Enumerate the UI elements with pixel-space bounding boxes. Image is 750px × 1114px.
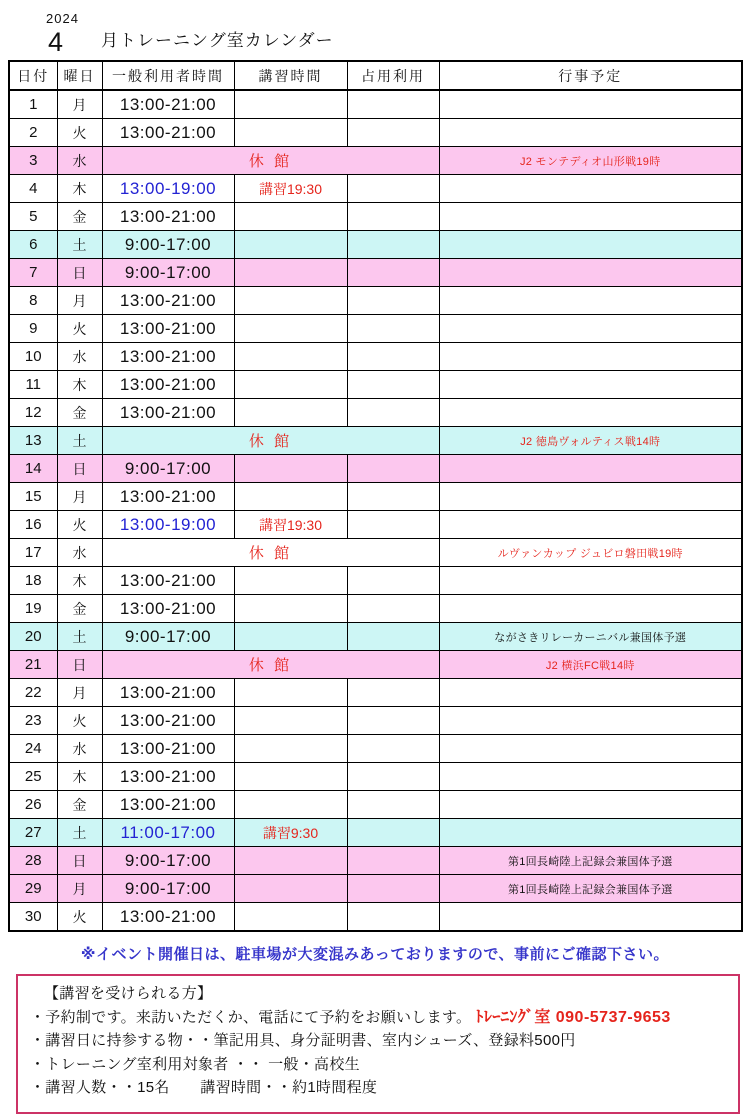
date-cell: 9: [9, 315, 57, 343]
event-cell: 第1回長崎陸上記録会兼国体予選: [439, 847, 742, 875]
event-cell: J2 徳島ヴォルティス戦14時: [439, 427, 742, 455]
training-room-phone-number: ﾄﾚｰﾆﾝｸﾞ室 090-5737-9653: [475, 1008, 671, 1026]
event-cell: [439, 819, 742, 847]
day-cell: 水: [57, 343, 102, 371]
calendar-row: [9, 90, 742, 119]
title-row: [38, 26, 750, 57]
col-header-events: 行事予定: [439, 61, 742, 90]
occupied-cell: [347, 259, 439, 287]
calendar-row: [9, 903, 742, 932]
occupied-cell: [347, 343, 439, 371]
date-cell: 30: [9, 903, 57, 932]
occupied-cell: [347, 90, 439, 119]
day-cell: 日: [57, 455, 102, 483]
hours-cell: 9:00-17:00: [102, 455, 234, 483]
calendar-row: [9, 511, 742, 539]
lecture-cell: [234, 455, 347, 483]
day-cell: 金: [57, 203, 102, 231]
date-cell: 19: [9, 595, 57, 623]
date-cell: 22: [9, 679, 57, 707]
day-cell: 火: [57, 119, 102, 147]
event-cell: [439, 231, 742, 259]
lecture-cell: 講習19:30: [234, 175, 347, 203]
hours-cell: 13:00-19:00: [102, 511, 234, 539]
day-cell: 水: [57, 735, 102, 763]
occupied-cell: [347, 567, 439, 595]
lecture-cell: [234, 735, 347, 763]
lecture-cell: [234, 231, 347, 259]
occupied-cell: [347, 119, 439, 147]
occupied-cell: [347, 707, 439, 735]
hours-cell: 13:00-21:00: [102, 399, 234, 427]
col-header-general-hours: 一般利用者時間: [102, 61, 234, 90]
calendar-row: [9, 763, 742, 791]
event-cell: [439, 679, 742, 707]
page-header: [0, 0, 750, 60]
day-cell: 土: [57, 231, 102, 259]
page-title: 月トレーニング室カレンダー: [101, 31, 334, 50]
event-cell: [439, 175, 742, 203]
occupied-cell: [347, 763, 439, 791]
hours-cell: 13:00-21:00: [102, 595, 234, 623]
occupied-cell: [347, 679, 439, 707]
occupied-cell: [347, 623, 439, 651]
hours-cell: 13:00-21:00: [102, 119, 234, 147]
col-header-date: 日付: [9, 61, 57, 90]
event-cell: [439, 343, 742, 371]
hours-cell: 9:00-17:00: [102, 231, 234, 259]
occupied-cell: [347, 371, 439, 399]
occupied-cell: [347, 875, 439, 903]
day-cell: 火: [57, 707, 102, 735]
calendar-row: [9, 651, 742, 679]
info-line-reservation: [30, 1006, 728, 1030]
calendar-row: [9, 287, 742, 315]
occupied-cell: [347, 399, 439, 427]
lecture-cell: [234, 791, 347, 819]
date-cell: 26: [9, 791, 57, 819]
event-cell: [439, 259, 742, 287]
event-cell: [439, 119, 742, 147]
event-cell: J2 横浜FC戦14時: [439, 651, 742, 679]
lecture-cell: [234, 875, 347, 903]
closed-cell: 休 館: [102, 539, 439, 567]
date-cell: 5: [9, 203, 57, 231]
date-cell: 12: [9, 399, 57, 427]
day-cell: 火: [57, 511, 102, 539]
event-cell: [439, 455, 742, 483]
lecture-cell: [234, 399, 347, 427]
date-cell: 16: [9, 511, 57, 539]
day-cell: 月: [57, 483, 102, 511]
calendar-row: [9, 231, 742, 259]
date-cell: 20: [9, 623, 57, 651]
event-cell: [439, 315, 742, 343]
occupied-cell: [347, 791, 439, 819]
occupied-cell: [347, 203, 439, 231]
calendar-row: [9, 455, 742, 483]
date-cell: 17: [9, 539, 57, 567]
event-cell: ルヴァンカップ ジュビロ磐田戦19時: [439, 539, 742, 567]
date-cell: 6: [9, 231, 57, 259]
info-line-bring-items: ・講習日に持参する物・・筆記用具、身分証明書、室内シューズ、登録料500円: [30, 1032, 576, 1049]
event-cell: ながさきリレーカーニバル兼国体予選: [439, 623, 742, 651]
calendar-year: 2024: [46, 11, 79, 26]
event-cell: [439, 763, 742, 791]
calendar-row: [9, 567, 742, 595]
lecture-cell: [234, 287, 347, 315]
date-cell: 1: [9, 90, 57, 119]
event-cell: [439, 483, 742, 511]
hours-cell: 13:00-21:00: [102, 343, 234, 371]
parking-note: ※イベント開催日は、駐車場が大変混みあっておりますので、事前にご確認下さい。: [80, 946, 670, 963]
hours-cell: 11:00-17:00: [102, 819, 234, 847]
calendar-row: [9, 147, 742, 175]
lecture-cell: [234, 90, 347, 119]
lecture-cell: [234, 623, 347, 651]
day-cell: 金: [57, 595, 102, 623]
day-cell: 木: [57, 371, 102, 399]
lecture-info-box: [16, 974, 740, 1114]
day-cell: 月: [57, 90, 102, 119]
day-cell: 水: [57, 539, 102, 567]
lecture-cell: [234, 763, 347, 791]
col-header-lecture-time: 講習時間: [234, 61, 347, 90]
event-cell: [439, 511, 742, 539]
calendar-row: [9, 875, 742, 903]
lecture-cell: [234, 679, 347, 707]
lecture-cell: 講習19:30: [234, 511, 347, 539]
date-cell: 21: [9, 651, 57, 679]
calendar-row: [9, 483, 742, 511]
event-cell: [439, 791, 742, 819]
calendar-row: [9, 819, 742, 847]
calendar-row: [9, 175, 742, 203]
calendar-row: [9, 427, 742, 455]
date-cell: 25: [9, 763, 57, 791]
closed-cell: 休 館: [102, 147, 439, 175]
calendar-row: [9, 539, 742, 567]
occupied-cell: [347, 847, 439, 875]
event-cell: [439, 203, 742, 231]
day-cell: 木: [57, 763, 102, 791]
calendar-row: [9, 371, 742, 399]
occupied-cell: [347, 455, 439, 483]
hours-cell: 13:00-21:00: [102, 763, 234, 791]
hours-cell: 13:00-21:00: [102, 903, 234, 932]
calendar-row: [9, 679, 742, 707]
training-room-calendar: [8, 60, 743, 932]
occupied-cell: [347, 483, 439, 511]
reservation-text: ・予約制です。来訪いただくか、電話にて予約をお願いします。: [30, 1008, 472, 1026]
calendar-row: [9, 847, 742, 875]
lecture-cell: [234, 903, 347, 932]
calendar-row: [9, 623, 742, 651]
calendar-row: [9, 259, 742, 287]
closed-cell: 休 館: [102, 651, 439, 679]
hours-cell: 13:00-21:00: [102, 483, 234, 511]
date-cell: 27: [9, 819, 57, 847]
occupied-cell: [347, 819, 439, 847]
day-cell: 木: [57, 567, 102, 595]
date-cell: 10: [9, 343, 57, 371]
day-cell: 金: [57, 791, 102, 819]
hours-cell: 9:00-17:00: [102, 259, 234, 287]
hours-cell: 13:00-21:00: [102, 315, 234, 343]
lecture-cell: [234, 483, 347, 511]
event-cell: [439, 903, 742, 932]
day-cell: 水: [57, 147, 102, 175]
event-cell: J2 モンテディオ山形戦19時: [439, 147, 742, 175]
calendar-row: [9, 119, 742, 147]
hours-cell: 9:00-17:00: [102, 847, 234, 875]
hours-cell: 13:00-21:00: [102, 791, 234, 819]
occupied-cell: [347, 903, 439, 932]
calendar-row: [9, 735, 742, 763]
day-cell: 月: [57, 875, 102, 903]
day-cell: 土: [57, 427, 102, 455]
lecture-cell: [234, 343, 347, 371]
calendar-head: [9, 61, 742, 90]
calendar-row: [9, 707, 742, 735]
date-cell: 7: [9, 259, 57, 287]
event-cell: [439, 371, 742, 399]
lecture-cell: [234, 315, 347, 343]
closed-cell: 休 館: [102, 427, 439, 455]
occupied-cell: [347, 231, 439, 259]
date-cell: 18: [9, 567, 57, 595]
hours-cell: 13:00-19:00: [102, 175, 234, 203]
info-box-heading: 【講習を受けられる方】: [44, 985, 213, 1002]
hours-cell: 13:00-21:00: [102, 567, 234, 595]
lecture-cell: [234, 371, 347, 399]
occupied-cell: [347, 735, 439, 763]
event-cell: [439, 707, 742, 735]
info-line-capacity-duration: ・講習人数・・15名 講習時間・・約1時間程度: [30, 1079, 378, 1096]
calendar-body: [9, 90, 742, 931]
occupied-cell: [347, 315, 439, 343]
hours-cell: 9:00-17:00: [102, 875, 234, 903]
date-cell: 3: [9, 147, 57, 175]
day-cell: 土: [57, 623, 102, 651]
hours-cell: 13:00-21:00: [102, 679, 234, 707]
day-cell: 月: [57, 287, 102, 315]
hours-cell: 13:00-21:00: [102, 287, 234, 315]
event-cell: 第1回長崎陸上記録会兼国体予選: [439, 875, 742, 903]
date-cell: 11: [9, 371, 57, 399]
day-cell: 月: [57, 679, 102, 707]
calendar-row: [9, 399, 742, 427]
hours-cell: 13:00-21:00: [102, 90, 234, 119]
occupied-cell: [347, 287, 439, 315]
lecture-cell: 講習9:30: [234, 819, 347, 847]
col-header-day: 曜日: [57, 61, 102, 90]
day-cell: 金: [57, 399, 102, 427]
lecture-cell: [234, 567, 347, 595]
occupied-cell: [347, 595, 439, 623]
hours-cell: 13:00-21:00: [102, 203, 234, 231]
event-cell: [439, 595, 742, 623]
event-cell: [439, 735, 742, 763]
hours-cell: 9:00-17:00: [102, 623, 234, 651]
hours-cell: 13:00-21:00: [102, 707, 234, 735]
lecture-cell: [234, 119, 347, 147]
calendar-row: [9, 595, 742, 623]
date-cell: 29: [9, 875, 57, 903]
date-cell: 4: [9, 175, 57, 203]
day-cell: 日: [57, 651, 102, 679]
hours-cell: 13:00-21:00: [102, 735, 234, 763]
date-cell: 28: [9, 847, 57, 875]
day-cell: 火: [57, 315, 102, 343]
event-cell: [439, 287, 742, 315]
date-cell: 2: [9, 119, 57, 147]
date-cell: 14: [9, 455, 57, 483]
lecture-cell: [234, 595, 347, 623]
calendar-row: [9, 791, 742, 819]
event-cell: [439, 567, 742, 595]
hours-cell: 13:00-21:00: [102, 371, 234, 399]
day-cell: 火: [57, 903, 102, 932]
day-cell: 土: [57, 819, 102, 847]
day-cell: 日: [57, 259, 102, 287]
occupied-cell: [347, 511, 439, 539]
lecture-cell: [234, 847, 347, 875]
date-cell: 24: [9, 735, 57, 763]
day-cell: 日: [57, 847, 102, 875]
date-cell: 8: [9, 287, 57, 315]
lecture-cell: [234, 707, 347, 735]
occupied-cell: [347, 175, 439, 203]
calendar-month: 4: [48, 27, 64, 57]
date-cell: 23: [9, 707, 57, 735]
date-cell: 13: [9, 427, 57, 455]
event-cell: [439, 90, 742, 119]
date-cell: 15: [9, 483, 57, 511]
calendar-row: [9, 343, 742, 371]
lecture-cell: [234, 259, 347, 287]
day-cell: 木: [57, 175, 102, 203]
header-row: [9, 61, 742, 90]
calendar-row: [9, 315, 742, 343]
info-line-eligible-users: ・トレーニング室利用対象者 ・・ 一般・高校生: [30, 1055, 360, 1073]
lecture-cell: [234, 203, 347, 231]
calendar-row: [9, 203, 742, 231]
event-cell: [439, 399, 742, 427]
col-header-exclusive-use: 占用利用: [347, 61, 439, 90]
